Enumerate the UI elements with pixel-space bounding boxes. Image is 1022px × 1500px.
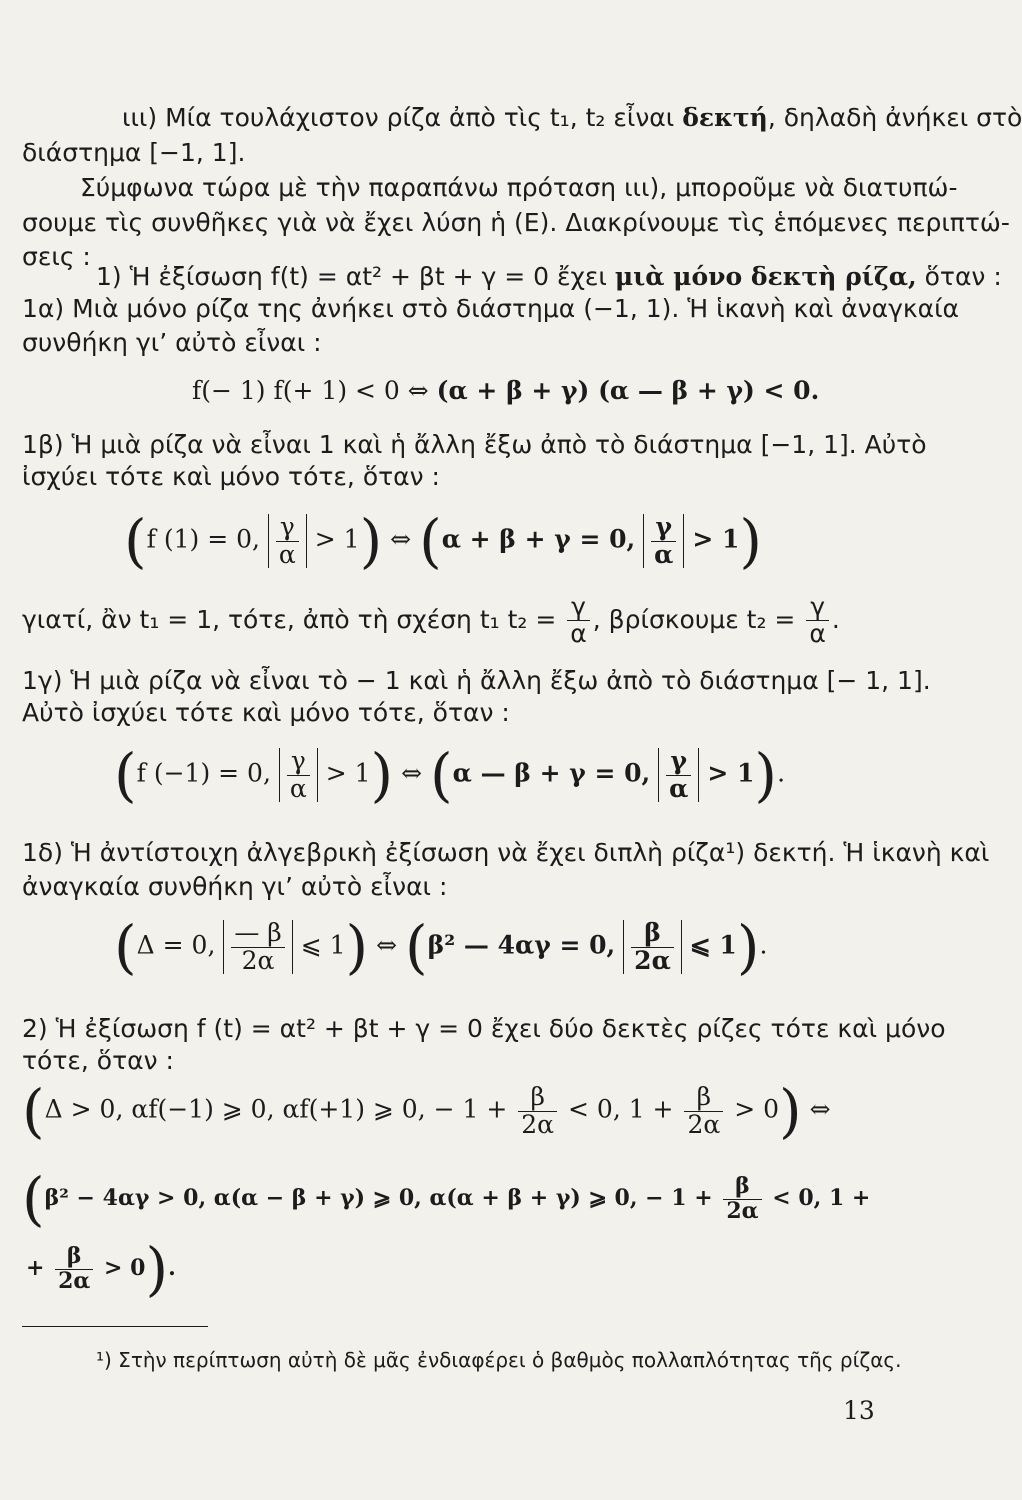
text: f (−1) = 0, xyxy=(136,758,271,788)
bold-text: α + β + γ = 0, xyxy=(441,524,636,554)
footnote: ¹) Στὴν περίπτωση αὐτὴ δὲ μᾶς ἐνδιαφέρει ὁ βαθμὸς πολλαπλότητας τῆς ρίζας. xyxy=(96,1348,902,1372)
iff-symbol: ⇔ xyxy=(376,930,398,960)
bold-text: > 1 xyxy=(707,758,755,788)
bold-text: β² — 4αγ = 0, xyxy=(427,930,616,960)
paren: ) xyxy=(736,913,760,981)
bold-text: (α + β + γ) (α — β + γ) < 0. xyxy=(436,376,820,405)
text: Δ = 0, xyxy=(136,930,216,960)
fraction xyxy=(666,748,691,802)
paragraph-line: ἀναγκαία συνθήκη γι’ αὐτὸ εἶναι : xyxy=(22,872,448,901)
num: γ xyxy=(810,592,825,621)
fraction xyxy=(631,920,674,974)
bold-text: ⩽ 1 xyxy=(689,930,737,960)
case-1c-line: 1γ) Ἡ μιὰ ρίζα νὰ εἶναι τὸ − 1 καὶ ἡ ἄλλη ἔξω ἀπὸ τὸ διάστημα [− 1, 1]. xyxy=(22,666,931,695)
den: α xyxy=(276,541,299,568)
fraction xyxy=(287,748,310,802)
fraction xyxy=(723,1175,761,1222)
case-2-line: 2) Ἡ ἐξίσωση f (t) = αt² + βt + γ = 0 ἔχει δύο δεκτὲς ρίζες τότε καὶ μόνο xyxy=(22,1014,946,1043)
bold-text: δεκτή xyxy=(682,103,768,132)
bold-text: > 1 xyxy=(692,524,740,554)
paragraph-line: Αὐτὸ ἰσχύει τότε καὶ μόνο τότε, ὅταν : xyxy=(22,698,510,727)
text: Δ > 0, αf(−1) ⩾ 0, αf(+1) ⩾ 0, − 1 + xyxy=(44,1094,508,1124)
paren: ) xyxy=(370,741,394,809)
den: 2α xyxy=(723,1199,761,1223)
paren: ) xyxy=(739,507,763,575)
text: > 0 xyxy=(734,1094,780,1124)
paren: ( xyxy=(124,507,147,575)
iff-symbol: ⇔ xyxy=(390,524,412,554)
text: ὅταν : xyxy=(916,262,1002,291)
equation-1b xyxy=(124,507,763,575)
equation-1c xyxy=(114,741,786,809)
paren: ( xyxy=(430,741,453,809)
num: γ xyxy=(655,512,673,542)
num: — β xyxy=(234,918,282,948)
equation-1a xyxy=(192,378,819,403)
num: β xyxy=(696,1082,712,1112)
paren: ( xyxy=(114,741,137,809)
iff-symbol: ⇔ xyxy=(809,1094,831,1124)
paragraph-line: τότε, ὅταν : xyxy=(22,1046,174,1075)
case-1b-line: 1β) Ἡ μιὰ ρίζα νὰ εἶναι 1 καὶ ἡ ἄλλη ἔξω ἀπὸ τὸ διάστημα [−1, 1]. Αὐτὸ xyxy=(22,430,927,459)
abs-value xyxy=(279,748,318,802)
paren: ) xyxy=(145,1235,169,1303)
abs-value xyxy=(658,748,699,802)
text: < 0, 1 + xyxy=(772,1185,871,1211)
paren: ( xyxy=(405,913,428,981)
text: , βρίσκουμε t₂ = xyxy=(592,604,796,634)
text: > 1 xyxy=(314,524,360,554)
page-number: 13 xyxy=(843,1396,875,1425)
abs-value xyxy=(623,920,682,974)
equation-2b xyxy=(22,1165,871,1233)
num: β xyxy=(66,1243,82,1270)
num: β xyxy=(644,918,661,948)
den: α xyxy=(666,775,691,802)
abs-value xyxy=(268,514,307,568)
iff-symbol: ⇔ xyxy=(401,758,423,788)
paragraph-line: Σύμφωνα τώρα μὲ τὴν παραπάνω πρόταση ιιι), μποροῦμε νὰ διατυπώ- xyxy=(80,173,958,202)
paren: ) xyxy=(754,741,778,809)
case-1-heading xyxy=(96,264,1002,289)
fraction xyxy=(684,1084,723,1138)
num: γ xyxy=(290,746,306,776)
text: f (1) = 0, xyxy=(146,524,260,554)
equation-2a xyxy=(22,1077,831,1145)
den: 2α xyxy=(631,947,674,974)
text: . xyxy=(759,930,768,960)
text: > 0 xyxy=(104,1255,146,1281)
equation-1d xyxy=(114,913,768,981)
fraction xyxy=(567,594,589,648)
text: . xyxy=(777,758,786,788)
text: f(− 1) f(+ 1) < 0 ⇔ xyxy=(192,376,437,405)
paren: ) xyxy=(345,913,369,981)
case-1a-line: 1α) Μιὰ μόνο ρίζα της ἀνήκει στὸ διάστημα (−1, 1). Ἡ ἱκανὴ καὶ ἀναγκαία xyxy=(22,294,960,323)
paragraph-line: ἰσχύει τότε καὶ μόνο τότε, ὅταν : xyxy=(22,462,440,491)
abs-value xyxy=(643,514,684,568)
text: < 0, 1 + xyxy=(568,1094,674,1124)
den: 2α xyxy=(684,1111,723,1138)
bold-text: α — β + γ = 0, xyxy=(452,758,651,788)
equation-2c xyxy=(26,1235,176,1303)
fraction xyxy=(276,514,299,568)
paren: ( xyxy=(22,1077,45,1145)
den: α xyxy=(651,541,676,568)
text: , δηλαδὴ ἀνήκει στὸ xyxy=(767,103,1022,132)
num: γ xyxy=(571,592,586,621)
text: > 1 xyxy=(325,758,371,788)
explanation-line xyxy=(22,594,840,648)
text: ⩽ 1 xyxy=(300,930,346,960)
den: α xyxy=(287,775,310,802)
fraction xyxy=(806,594,828,648)
abs-value xyxy=(223,920,292,974)
footnote-rule xyxy=(22,1326,208,1327)
fraction xyxy=(55,1245,93,1292)
fraction xyxy=(231,920,284,974)
den: 2α xyxy=(55,1269,93,1293)
den: 2α xyxy=(231,947,284,974)
fraction xyxy=(518,1084,557,1138)
text: 1) Ἡ ἐξίσωση f(t) = αt² + βt + γ = 0 ἔχει xyxy=(96,262,615,291)
num: γ xyxy=(670,746,688,776)
paren: ( xyxy=(22,1165,45,1233)
text: ιιι) Μία τουλάχιστον ρίζα ἀπὸ τὶς t₁, t₂ εἶναι xyxy=(122,103,683,132)
num: β xyxy=(530,1082,545,1112)
paren: ( xyxy=(114,913,137,981)
den: α xyxy=(567,620,589,647)
num: β xyxy=(735,1173,750,1200)
den: 2α xyxy=(518,1111,557,1138)
fraction xyxy=(651,514,676,568)
line-interval: διάστημα [−1, 1]. xyxy=(22,138,246,167)
bold-text: μιὰ μόνο δεκτὴ ρίζα, xyxy=(614,262,917,291)
paren: ) xyxy=(779,1077,802,1145)
paren: ( xyxy=(419,507,442,575)
line-case-iii xyxy=(122,105,1022,130)
paragraph-line: σουμε τὶς συνθῆκες γιὰ νὰ ἔχει λύση ἡ (Ε). Διακρίνουμε τὶς ἑπόμενες περιπτώ- xyxy=(22,208,1010,237)
case-1d-line: 1δ) Ἡ ἀντίστοιχη ἀλγεβρικὴ ἐξίσωση νὰ ἔχει διπλὴ ρίζα¹) δεκτή. Ἡ ἱκανὴ καὶ xyxy=(22,838,990,867)
text: β² − 4αγ > 0, α(α − β + γ) ⩾ 0, α(α + β + γ) ⩾ 0, − 1 + xyxy=(44,1185,713,1211)
paragraph-line: συνθήκη γι’ αὐτὸ εἶναι : xyxy=(22,328,322,357)
den: α xyxy=(806,620,828,647)
text: γιατί, ἂν t₁ = 1, τότε, ἀπὸ τὴ σχέση t₁ t₂ = xyxy=(22,604,557,634)
num: γ xyxy=(279,512,295,542)
paragraph-line: σεις : xyxy=(22,242,91,271)
text: + xyxy=(26,1255,45,1281)
text: . xyxy=(831,604,840,634)
text: . xyxy=(168,1255,176,1281)
paren: ) xyxy=(359,507,383,575)
